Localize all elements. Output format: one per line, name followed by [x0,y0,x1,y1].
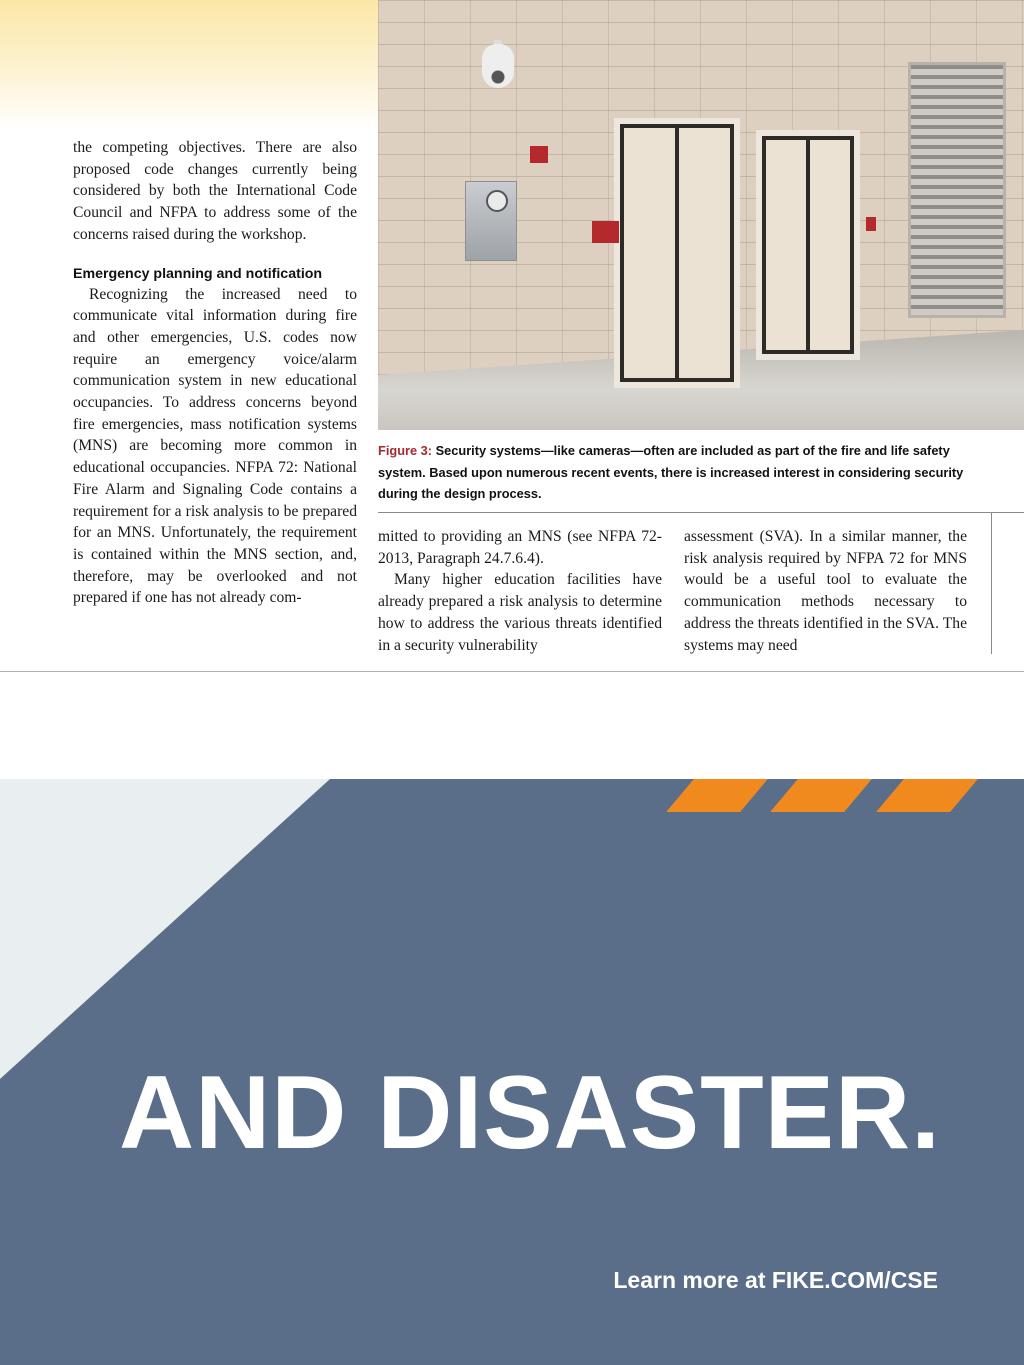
divider [991,512,992,654]
figure-label: Figure 3: [378,443,433,458]
door-leaf [624,128,675,378]
right-column [684,526,967,656]
meter-dial-icon [486,190,508,212]
ad-headline: AND DISASTER. [119,1055,941,1171]
door-leaf [810,140,850,350]
door-leaf [679,128,730,378]
exit-sign [592,221,619,243]
divider [378,512,1024,513]
ad-cta-link[interactable]: Learn more at FIKE.COM/CSE [613,1267,938,1293]
alarm-device [530,146,548,163]
middle-paragraph-2: Many higher education facilities have already prepared a risk analysis to determine how to address the various threats identified in a security vulnerability [378,571,662,654]
middle-column [378,526,662,656]
figure-photo [378,0,1024,430]
door-leaf [766,140,806,350]
ad-light-panel [0,779,330,1079]
louver-vent [908,62,1006,318]
alarm-device [866,217,876,231]
left-paragraph-2: Recognizing the increased need to communicate vital information during fire and other emergencies, U.S. codes now require an emergency voice/alarm communication system in new educational occupancies. To address concerns beyond fire emergencies, mass notification systems (MNS) are becoming more common in educational occupancies. NFPA 72: National Fire Alarm and Signaling Code contains a requirement for a risk analysis to be prepared for an MNS. Unfortunately, the requirement is contained within the MNS section, and, therefore, may be overlooked and not prepared if one has not already com- [73,285,357,607]
left-paragraph-1: the competing objectives. There are also proposed code changes currently being considered by both the International Code Council and NFPA to address some of the concerns raised during the workshop. [73,139,357,243]
double-door-1 [614,118,740,388]
left-column [73,137,357,609]
section-heading: Emergency planning and notification [73,265,323,282]
security-camera-icon [482,44,514,88]
right-paragraph-1: assessment (SVA). In a similar manner, the risk analysis required by NFPA 72 for MNS would be a useful tool to evaluate the communication methods necessary to address the threats identified in the SVA. The systems may need [684,528,967,654]
divider [0,671,1024,672]
double-door-2 [756,130,860,360]
top-left-gradient [0,0,378,130]
orange-stripe [770,779,872,812]
orange-stripe [666,779,768,812]
middle-paragraph-1: mitted to providing an MNS (see NFPA 72-2013, Paragraph 24.7.6.4). [378,528,662,567]
figure-caption [378,440,1000,505]
advertisement[interactable] [0,779,1024,1365]
figure-caption-text: Security systems—like cameras—often are included as part of the fire and life safety system. Based upon numerous recent events, there is increased interest in considering security during the design process. [378,443,964,502]
orange-stripe [876,779,978,812]
